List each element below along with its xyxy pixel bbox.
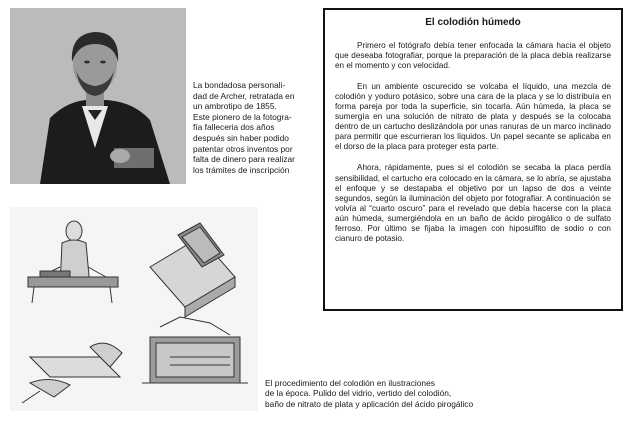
portrait-illustration	[10, 8, 186, 184]
portrait-photo	[10, 8, 186, 184]
article-paragraph: Primero el fotógrafo debía tener enfocada la cámara hacia el objeto que deseaba fotografiar, porque la preparación de la placa debía realizarse en el momento y con velocidad.	[335, 41, 611, 71]
caption-line: después sin haber podido	[193, 132, 289, 143]
caption-line: falta de dinero para realizar	[193, 154, 295, 165]
caption-line: Este pionero de la fotogra-	[193, 111, 292, 122]
process-illustrations	[10, 207, 258, 411]
article-paragraph: Ahora, rápidamente, pues si el colodión se secaba la placa perdía sensibilidad, el cartucho era colocado en la cámara, se lo abría, se ajustaba el enfoque y se destapaba el objetivo por un lapso de dos a veinte segundos, según la iluminación del objeto por fotografiar. A continuación se volvía al “cuarto oscuro” para el revelado que debía hacerse con la placa aún húmeda, sumergiéndola en un baño de ácido pirogálico o de sulfato ferroso. Por último se fijaba la imagen con hiposulfito de sodio o con cianuro de potasio.	[335, 163, 611, 243]
article-paragraph: En un ambiente oscurecido se volcaba el líquido, una mezcla de colodión y yoduro potásico, sobre una cara de la placa y se lo distribuía en forma pareja por toda la superficie, sin tocarla. Aún húmeda, la placa se sumergía en una solución de nitrato de plata y después se la colocaba dentro de un cartucho deslizándola por unas ranuras de un marco inclinado para permitir que escurrieran los líquidos. Un papel secante se aplicaba en el dorso de la placa para proteger esta parte.	[335, 82, 611, 152]
caption-line: un ambrotipo de 1855.	[193, 101, 277, 112]
caption-line: dad de Archer, retratada en	[193, 90, 295, 101]
caption-line: fía falleceria dos años	[193, 122, 275, 133]
engraving-illustration	[10, 207, 258, 411]
caption-line: de la época. Pulido del vidrio, vertido del colodión,	[265, 388, 452, 399]
illustrations-caption	[265, 378, 525, 409]
caption-line: patentar otros inventos por	[193, 143, 293, 154]
caption-line: los trámites de inscripción	[193, 164, 290, 175]
caption-line: El procedimiento del colodión en ilustraciones	[265, 378, 435, 388]
article-title: El colodión húmedo	[425, 17, 521, 28]
article-box	[323, 8, 623, 311]
caption-line: La bondadosa personali-	[193, 80, 286, 90]
portrait-caption	[193, 80, 319, 175]
caption-line: baño de nitrato de plata y aplicación del ácido pirogálico	[265, 398, 474, 409]
